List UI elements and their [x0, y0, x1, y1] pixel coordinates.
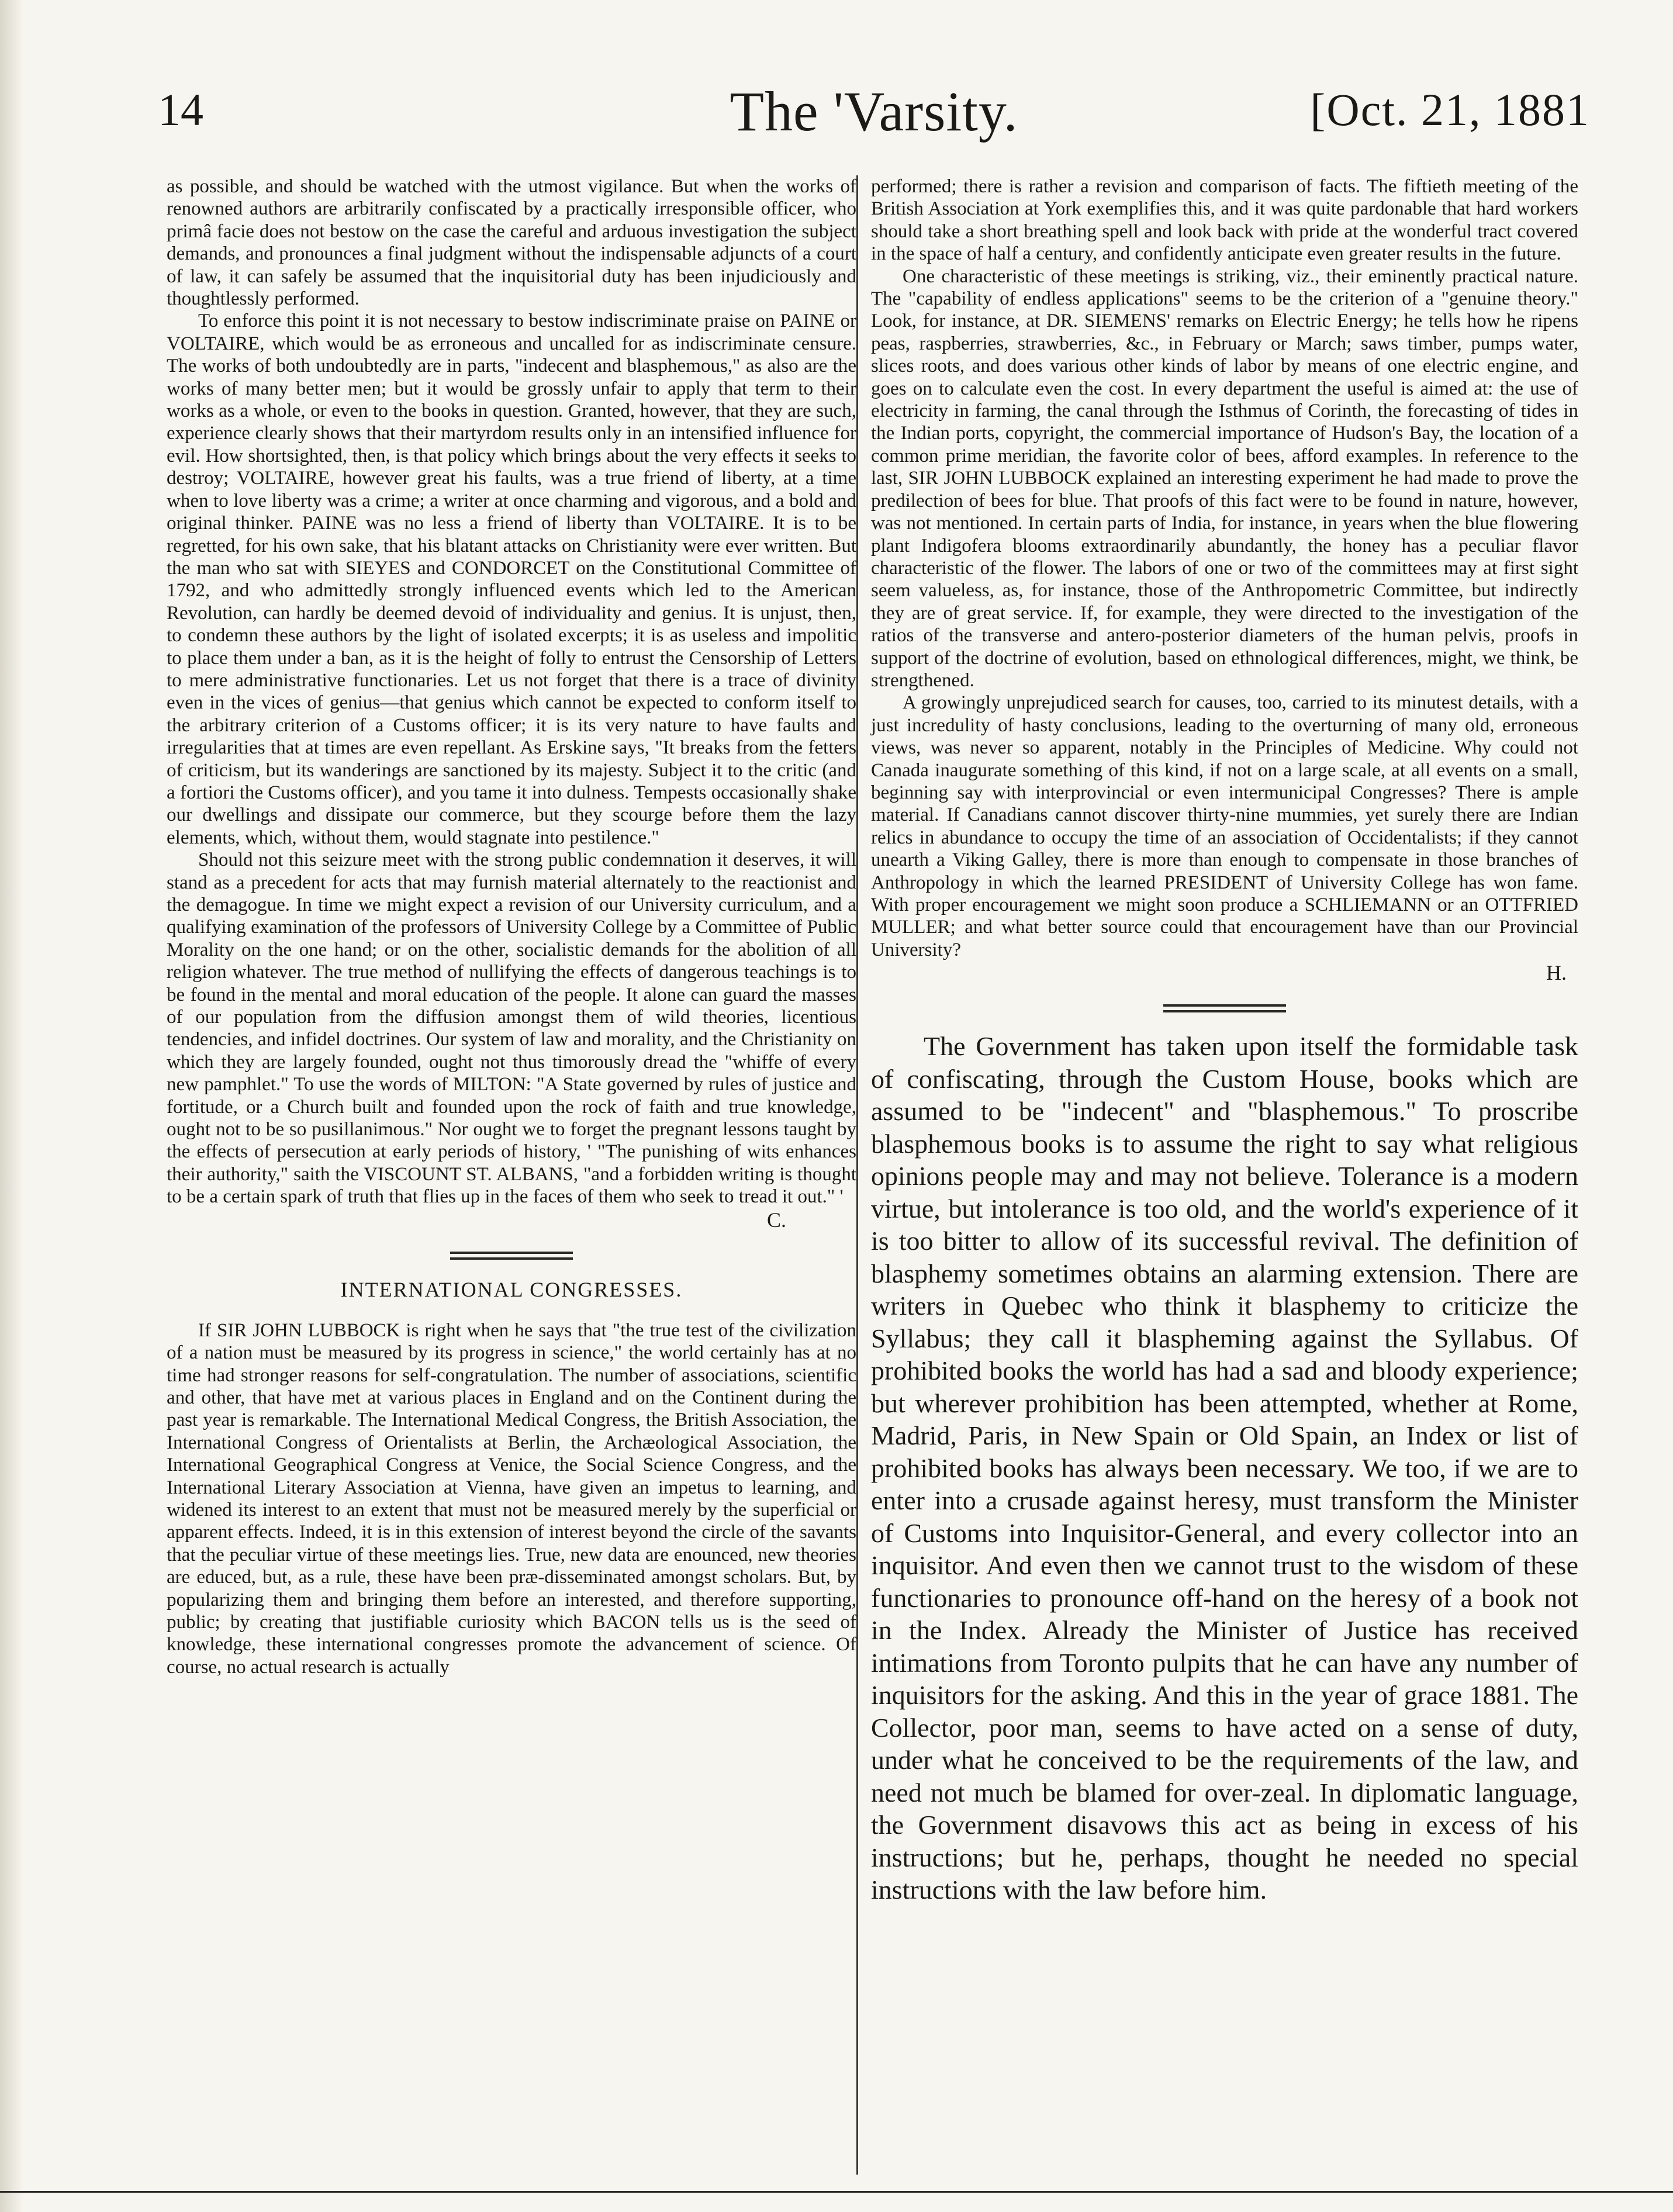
article-paragraph: One characteristic of these meetings is striking, viz., their eminently practical nature. The "capability of endless applications" seems to be the criterion of a "genuine theory." Look, for instance, at DR. SIEMENS' remarks on Electric Energy; he tells how he ripens peas, raspberries, strawberries, &c., in February or March; saws timber, pumps water, slices roots, and does various other kinds of labor by means of one electric engine, and goes on to calculate even the cost. In every department the useful is aimed at: the use of electricity in farming, the canal through the Isthmus of Corinth, the forecasting of tides in the Indian ports, copyright, the commercial importance of Hudson's Bay, the location of a common prime meridian, the favorite color of bees, afford examples. In reference to the last, SIR JOHN LUBBOCK explained an interesting experiment he had made to prove the predilection of bees for blue. That proofs of this fact were to be found in nature, however, was not mentioned. In certain parts of India, for instance, in years when the blue flowering plant Indigofera blooms extraordinarily abundantly, the honey has a peculiar flavor characteristic of the flower. The labors of one or two of the committees may at first sight seem valueless, as, for instance, those of the Anthropometric Committee, but indirectly they are of great service. If, for example, they were directed to the investigation of the ratios of the transverse and antero-posterior diameters of the human pelvis, proofs in support of the doctrine of evolution, based on ethnological differences, might, we think, be strengthened.	[871, 265, 1578, 691]
section-divider	[450, 1252, 573, 1260]
article-paragraph: If SIR JOHN LUBBOCK is right when he says that "the true test of the civilization of a nation must be measured by its progress in science," the world certainly has at no time had stronger reasons for self-congratulation. The number of associations, scientific and other, that have met at various places in England and on the Continent during the past year is remarkable. The International Medical Congress, the British Association, the International Congress of Orientalists at Berlin, the Archæological Association, the International Geographical Congress at Venice, the Social Science Congress, and the International Literary Association at Vienna, have given an impetus to learning, and widened its interest to an extent that must not be measured merely by the superficial or apparent effects. Indeed, it is in this extension of interest beyond the circle of the savants that the peculiar virtue of these meetings lies. True, new data are enounced, new theories are educed, but, as a rule, these have been præ-disseminated amongst scholars. But, by popularizing them and bringing them before an interested, and therefore supporting, public; by creating that justifiable curiosity which BACON tells us is the seed of knowledge, these international congresses promote the advancement of science. Of course, no actual research is actually	[167, 1319, 856, 1678]
editorial-paragraph: The Government has taken upon itself the formidable task of confiscating, through the Custom House, books which are assumed to be "indecent" and "blasphemous." To proscribe blasphemous books is to assume the right to say what religious opinions people may and may not believe. Tolerance is a modern virtue, but intolerance is too old, and the world's experience of it is too bitter to allow of its successful revival. The definition of blasphemy sometimes obtains an alarming extension. There are writers in Quebec who think it blasphemy to criticize the Syllabus; they call it blaspheming against the Syllabus. Of prohibited books the world has had a sad and bloody experience; but wherever prohibition has been attempted, whether at Rome, Madrid, Paris, in New Spain or Old Spain, an Index or list of prohibited books has always been necessary. We too, if we are to enter into a crusade against heresy, must transform the Minister of Customs into Inquisitor-General, and every collector into an inquisitor. And even then we cannot trust to the wisdom of these functionaries to pronounce off-hand on the heresy of a book not in the Index. Already the Minister of Justice has received intimations from Toronto pulpits that he can have any number of inquisitors for the asking. And this in the year of grace 1881. The Collector, poor man, seems to have acted on a sense of duty, under what he conceived to be the requirements of the law, and need not much be blamed for over-zeal. In diplomatic language, the Government disavows this act as being in excess of his instructions; but he, perhaps, thought he needed no special instructions with the law before him.	[871, 1031, 1578, 1905]
publication-title: The 'Varsity.	[730, 80, 1018, 143]
page-bottom-rule	[0, 2191, 1673, 2193]
article-paragraph: A growingly unprejudiced search for causes, too, carried to its minutest details, with a just incredulity of hasty conclusions, leading to the overturning of many old, erroneous views, was never so apparent, notably in the Principles of Medicine. Why could not Canada inaugurate something of this kind, if not on a large scale, at all events on a small, beginning say with interprovincial or even intermunicipal Congresses? There is ample material. If Canadians cannot discover thirty-nine mummies, yet surely there are Indian relics in abundance to occupy the time of an association of Occidentalists; if they cannot unearth a Viking Galley, there is more than enough to compensate in those branches of Anthropology in which the learned PRESIDENT of University College has won fame. With proper encouragement we might soon produce a SCHLIEMANN or an OTTFRIED MULLER; and what better source could that encouragement have than our Provincial University?	[871, 692, 1578, 960]
article-paragraph: To enforce this point it is not necessary to bestow indiscriminate praise on PAINE or VOLTAIRE, which would be as erroneous and uncalled for as indiscriminate censure. The works of both undoubtedly are in parts, "indecent and blasphemous," as also are the works of many better men; but it would be grossly unfair to apply that term to their works as a whole, or even to the books in question. Granted, however, that they are such, experience clearly shows that their martyrdom results only in an intensified influence for evil. How shortsighted, then, is that policy which brings about the very effects it seeks to destroy; VOLTAIRE, however great his faults, was a true friend of liberty, at a time when to love liberty was a crime; a writer at once charming and vigorous, and a bold and original thinker. PAINE was no less a friend of liberty than VOLTAIRE. It is to be regretted, for his own sake, that his blatant attacks on Christianity were ever written. But the man who sat with SIEYES and CONDORCET on the Constitutional Committee of 1792, and who admittedly strongly influenced events which led to the American Revolution, can hardly be deemed devoid of individuality and genius. It is unjust, then, to condemn these authors by the light of isolated excerpts; it is as useless and impolitic to place them under a ban, as it is the height of folly to entrust the Censorship of Letters to mere administrative functionaries. Let us not forget that there is a trace of divinity even in the vices of genius—that genius which cannot be expected to conform itself to the arbitrary criterion of a Customs officer; it is its very nature to have faults and irregularities that at times are even repellant. As Erskine says, "It breaks from the fetters of criticism, but its wanderings are sanctioned by its majesty. Subject it to the critic (and a fortiori the Customs officer), and you tame it into dulness. Tempests occasionally shake our dwellings and dissipate our commerce, but they scourge before them the lazy elements, which, without them, would stagnate into pestilence."	[167, 310, 856, 848]
right-column	[871, 175, 1578, 1906]
article-paragraph: Should not this seizure meet with the strong public condemnation it deserves, it will stand as a precedent for acts that may furnish material alternately to the reactionist and the demagogue. In time we might expect a revision of our University curriculum, and a qualifying examination of the professors of University College by a Committee of Public Morality on the one hand; or on the other, socialistic demands for the abolition of all religion whatever. The true method of nullifying the effects of dangerous teachings is to be found in the mental and moral education of the people. It alone can guard the masses of our population from the diffusion amongst them of wild theories, licentious tendencies, and infidel doctrines. Our system of law and morality, and the Christianity on which they are largely founded, ought not thus timorously dread the "whiffe of every new pamphlet." To use the words of MILTON: "A State governed by rules of justice and fortitude, or a Church built and founded upon the rock of faith and true knowledge, ought not to be so pusillanimous." Nor ought we to forget the pregnant lessons taught by the effects of persecution at early periods of history, ' "The punishing of wits enhances their authority," saith the VISCOUNT ST. ALBANS, "and a forbidden writing is thought to be a certain spark of truth that flies up in the faces of them who seek to tread it out." '	[167, 849, 856, 1208]
issue-date: [Oct. 21, 1881	[1310, 84, 1590, 135]
column-rule	[856, 175, 858, 2175]
page-edge-shadow	[0, 0, 23, 2212]
article-signature: C.	[766, 1208, 786, 1232]
section-divider	[1163, 1004, 1286, 1012]
left-column	[167, 175, 856, 1678]
section-heading: INTERNATIONAL CONGRESSES.	[340, 1277, 683, 1301]
article-signature: H.	[1546, 961, 1567, 985]
page-number: 14	[158, 84, 203, 135]
article-paragraph: as possible, and should be watched with the utmost vigilance. But when the works of renowned authors are arbitrarily confiscated by a practically irresponsible officer, who primâ facie does not bestow on the case the careful and arduous investigation the subject demands, and pronounces a final judgment without the indispensable adjuncts of a court of law, it can safely be assumed that the inquisitorial duty has been injudiciously and thoughtlessly performed.	[167, 176, 856, 310]
article-paragraph: performed; there is rather a revision and comparison of facts. The fiftieth meeting of the British Association at York exemplifies this, and it was quite pardonable that hard workers should take a short breathing spell and look back with pride at the wonderful tract covered in the space of half a century, and confidently anticipate even greater results in the future.	[871, 176, 1578, 265]
page-header	[158, 79, 1590, 155]
